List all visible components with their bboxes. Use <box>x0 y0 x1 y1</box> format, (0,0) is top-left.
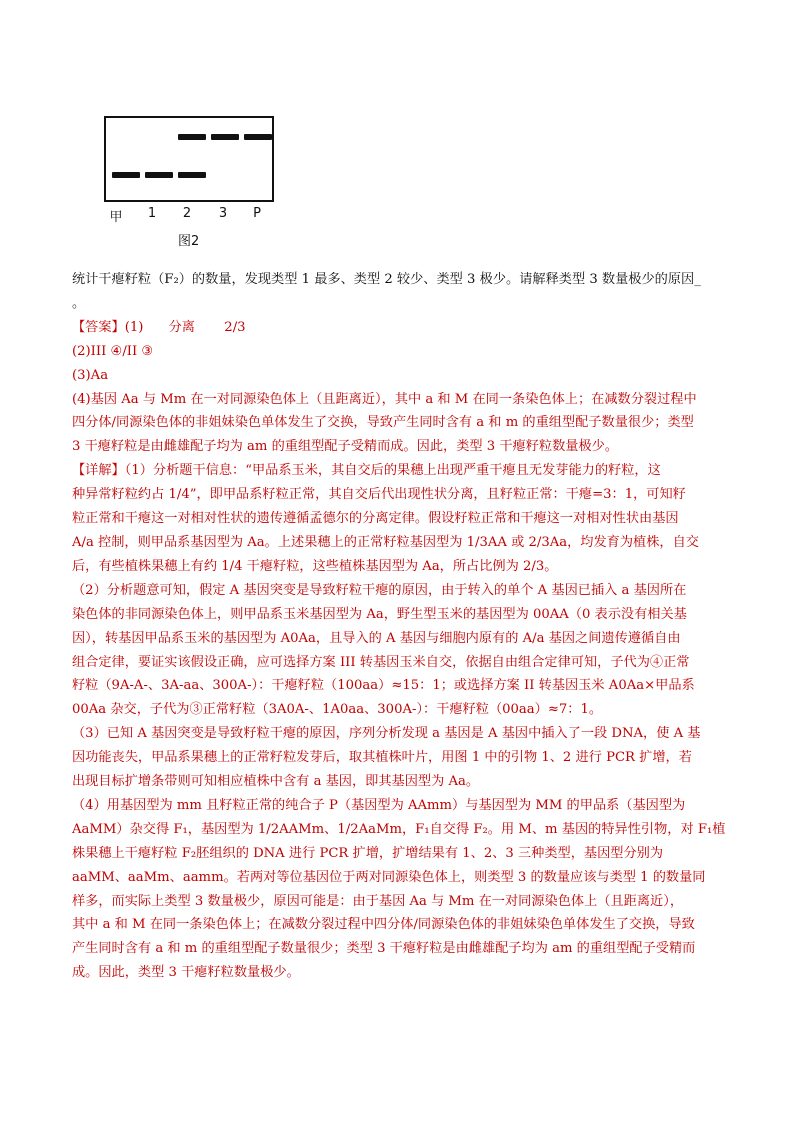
detail-label: 【详解】 <box>72 463 125 479</box>
detail-p4: （4）用基因型为 mm 且籽粒正常的纯合子 P（基因型为 AAmm）与基因型为 MM 的甲品系（基因型为 <box>72 797 686 813</box>
band-lane-1-lower <box>145 172 173 178</box>
detail-p1: A/a 控制，则甲品系基因型为 Aa。上述果穗上的正常籽粒基因型为 1/3AA 或 2/3Aa，均发育为植株，自交 <box>72 534 699 550</box>
detail-p2: 籽粒（9A-A-、3A-aa、300A-）：干瘪籽粒（100aa）≈15：1；或选择方案 II 转基因玉米 A0Aa×甲品系 <box>72 678 695 694</box>
document-body <box>72 268 728 985</box>
question-line: 统计干瘪籽粒（F₂）的数量，发现类型 1 最多、类型 2 较少、类型 3 极少。请解释类型 3 数量极少的原因_ <box>72 272 701 287</box>
band-lane-2-upper <box>178 134 206 140</box>
lane-label-p: P <box>253 206 261 221</box>
detail-p3: （3）已知 A 基因突变是导致籽粒干瘪的原因，序列分析发现 a 基因是 A 基因中插入了一段 DNA，使 A 基 <box>72 726 701 742</box>
detail-p4: AaMM）杂交得 F₁，基因型为 1/2AAMm、1/2AaMm，F₁自交得 F₂。用 M、m 基因的特异性引物，对 F₁植 <box>72 821 726 837</box>
gel-electrophoresis-figure <box>104 116 274 202</box>
answer-q4: 3 干瘪籽粒是由雌雄配子均为 am 的重组型配子受精而成。因此，类型 3 干瘪籽粒数量极少。 <box>72 439 619 455</box>
detail-p3: 因功能丧失，甲品系果穗上的正常籽粒发芽后，取其植株叶片，用图 1 中的引物 1、2 进行 PCR 扩增，若 <box>72 750 692 766</box>
detail-p4: 样多，而实际上类型 3 数量极少，原因可能是：由于基因 Aa 与 Mm 在一对同源染色体上（且距离近）， <box>72 893 684 909</box>
answer-q3: (3)Aa <box>72 367 109 383</box>
lane-label-2: 2 <box>182 206 192 221</box>
detail-p1: 粒正常和干瘪这一对相对性状的遗传遵循孟德尔的分离定律。假设籽粒正常和干瘪这一对相对性状由基因 <box>72 511 679 527</box>
detail-text: （1）分析题干信息：“甲品系玉米，其自交后的果穗上出现严重干瘪且无发芽能力的籽粒，这 <box>124 463 661 479</box>
detail-p2: 因），转基因甲品系玉米的基因型为 A0Aa，且导入的 A 基因与细胞内原有的 A/a 基因之间遗传遵循自由 <box>72 630 681 646</box>
answer-q4: 四分体/同源染色体的非姐妹染色单体发生了交换，导致产生同时含有 a 和 m 的重组型配子数量很少；类型 <box>72 415 694 431</box>
band-lane-jia-lower <box>112 172 140 178</box>
answer-q2: (2)III ④/II ③ <box>72 343 154 359</box>
detail-p1: 种异常籽粒约占 1/4”，即甲品系籽粒正常，其自交后代出现性状分离，且籽粒正常：干瘪=3：1，可知籽 <box>72 487 686 503</box>
lane-label-3: 3 <box>218 206 228 221</box>
answer-q4: (4)基因 Aa 与 Mm 在一对同源染色体上（且距离近），其中 a 和 M 在同一条染色体上；在减数分裂过程中 <box>72 391 697 407</box>
detail-p4: 其中 a 和 M 在同一条染色体上；在减数分裂过程中四分体/同源染色体的非姐妹染色单体发生了交换，导致 <box>72 917 695 933</box>
answer-label: 【答案】 <box>72 319 125 335</box>
detail-p4: 成。因此，类型 3 干瘪籽粒数量极少。 <box>72 965 300 981</box>
answer-line-1 <box>72 316 728 340</box>
detail-p3: 出现目标扩增条带则可知相应植株中含有 a 基因，即其基因型为 Aa。 <box>72 774 480 790</box>
detail-p2: （2）分析题意可知，假定 A 基因突变是导致籽粒干瘪的原因，由于转入的单个 A 基因已插入 a 基因所在 <box>72 582 687 598</box>
lane-label-jia: 甲 <box>109 210 123 225</box>
detail-p1: 后，有些植株果穗上有约 1/4 干瘪籽粒，这些植株基因型为 Aa，所占比例为 2/3。 <box>72 558 558 574</box>
answer-q1: (1) 分离 2/3 <box>124 319 246 335</box>
band-lane-p-upper <box>244 134 272 140</box>
band-lane-2-lower <box>178 172 206 178</box>
band-lane-3-upper <box>211 134 239 140</box>
detail-p2: 染色体的非同源染色体上，则甲品系玉米基因型为 Aa，野生型玉米的基因型为 00AA（0 表示没有相关基 <box>72 606 687 622</box>
detail-p2: 00Aa 杂交，子代为③正常籽粒（3A0A-、1A0aa、300A-）：干瘪籽粒（00aa）≈7：1。 <box>72 702 603 718</box>
detail-p4: 产生同时含有 a 和 m 的重组型配子数量很少；类型 3 干瘪籽粒是由雌雄配子均为 am 的重组型配子受精而 <box>72 941 696 957</box>
lane-label-1: 1 <box>147 206 157 221</box>
detail-p2: 组合定律，要证实该假设正确，应可选择方案 III 转基因玉米自交，依据自由组合定律可知，子代为④正常 <box>72 654 690 670</box>
question-line: 。 <box>72 295 86 311</box>
figure-caption: 图2 <box>178 234 200 249</box>
detail-p4: aaMM、aaMm、aamm。若两对等位基因位于两对同源染色体上，则类型 3 的数量应该与类型 1 的数量同 <box>72 869 706 885</box>
detail-p1 <box>72 459 728 483</box>
detail-p4: 株果穗上干瘪籽粒 F₂胚组织的 DNA 进行 PCR 扩增，扩增结果有 1、2、3 三种类型，基因型分别为 <box>72 845 664 861</box>
